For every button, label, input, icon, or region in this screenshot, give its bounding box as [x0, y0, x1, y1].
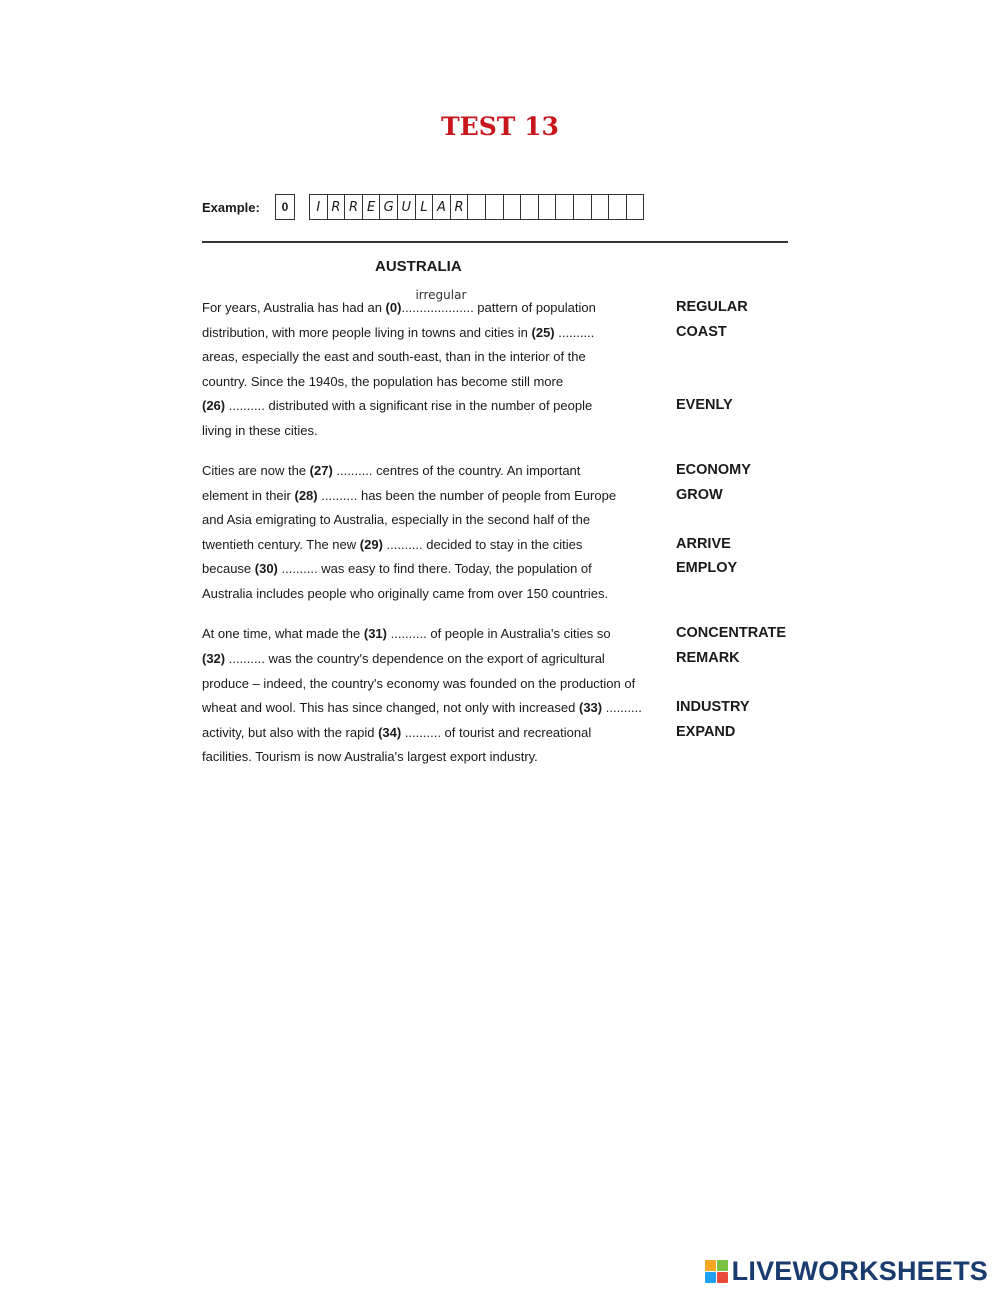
example-letter-boxes [309, 194, 644, 220]
answer-gap-25[interactable]: .......... [554, 325, 595, 340]
letter-box: R [451, 194, 469, 220]
text-line: and Asia emigrating to Australia, especially in the second half of the [202, 512, 591, 527]
text-line: produce – indeed, the country's economy was founded on the production of [202, 676, 636, 691]
answer-gap-31[interactable]: .......... of people in Australia's cities so [387, 626, 611, 641]
text-line: living in these cities. [202, 423, 318, 438]
gap-number: (28) [294, 488, 318, 503]
gap-number: (33) [579, 700, 603, 715]
text-line: activity, but also with the rapid (34) .......... of tourist and recreational [202, 725, 592, 740]
logo-square [705, 1272, 716, 1283]
text-line: because (30) .......... was easy to find there. Today, the population of [202, 561, 592, 576]
text-line: facilities. Tourism is now Australia's largest export industry. [202, 749, 538, 764]
text-line [202, 651, 605, 666]
text-line [202, 398, 592, 413]
section-heading: AUSTRALIA [375, 258, 462, 275]
keyword-economy: ECONOMY [676, 462, 751, 478]
keyword-employ: EMPLOY [676, 560, 738, 576]
gap-number: (32) [202, 651, 226, 666]
gap-number: (34) [378, 725, 402, 740]
logo-square [705, 1260, 716, 1271]
answer-gap-29[interactable]: .......... decided to stay in the cities [382, 537, 583, 552]
letter-box [592, 194, 610, 220]
answer-gap-30[interactable]: .......... was easy to find there. Today, the population of [277, 561, 592, 576]
keyword-expand: EXPAND [676, 724, 736, 740]
text-line: For years, Australia has had an (0)......... irregular ........... pattern of population [202, 288, 596, 315]
letter-box: R [345, 194, 363, 220]
logo-square [717, 1260, 728, 1271]
answer-gap-34[interactable]: .......... of tourist and recreational [401, 725, 592, 740]
letter-box [521, 194, 539, 220]
keyword-coast: COAST [676, 324, 727, 340]
gap-number: (31) [363, 626, 387, 641]
logo-square [717, 1272, 728, 1283]
gap-number: (0) [385, 300, 402, 315]
text-line: At one time, what made the (31) .......... of people in Australia's cities so [202, 626, 611, 641]
answer-gap-33[interactable]: .......... [602, 700, 642, 715]
text-line: distribution, with more people living in towns and cities in (25) .......... [202, 325, 595, 340]
text-line: wheat and wool. This has since changed, not only with increased (33) .......... [202, 700, 642, 715]
keyword-concentrate: CONCENTRATE [676, 625, 787, 641]
letter-box: R [328, 194, 346, 220]
text-line: twentieth century. The new (29) .......... decided to stay in the cities [202, 537, 583, 552]
text-line: areas, especially the east and south-east, than in the interior of the [202, 349, 586, 364]
letter-box [574, 194, 592, 220]
gap-number: (29) [359, 537, 383, 552]
letter-box: I [310, 194, 328, 220]
liveworksheets-logo [705, 1256, 988, 1287]
logo-icon [705, 1260, 728, 1283]
logo-text: LIVEWORKSHEETS [731, 1256, 988, 1286]
letter-box: A [433, 194, 451, 220]
keyword-regular: REGULAR [676, 299, 748, 315]
text-line: country. Since the 1940s, the population has become still more [202, 374, 564, 389]
divider [202, 241, 788, 243]
gap-number: (26) [202, 398, 226, 413]
letter-box [539, 194, 557, 220]
letter-box: L [416, 194, 434, 220]
example-row [202, 193, 644, 221]
answer-gap-32[interactable]: .......... was the country's dependence on the export of agricultural [225, 651, 605, 666]
keyword-evenly: EVENLY [676, 397, 733, 413]
example-label: Example: [202, 199, 260, 215]
example-answer-gap: ......... irregular [401, 288, 467, 315]
keyword-arrive: ARRIVE [676, 536, 731, 552]
gap-number: (25) [531, 325, 555, 340]
letter-box: E [363, 194, 381, 220]
letter-box [486, 194, 504, 220]
letter-box: U [398, 194, 416, 220]
text-line: element in their (28) .......... has been the number of people from Europe [202, 488, 617, 503]
keyword-remark: REMARK [676, 650, 740, 666]
letter-box [556, 194, 574, 220]
gap-number: (27) [309, 463, 333, 478]
example-number-box: 0 [275, 194, 295, 220]
text-line: Cities are now the (27) .......... centres of the country. An important [202, 463, 581, 478]
letter-box [627, 194, 645, 220]
handwritten-answer: irregular [415, 288, 467, 302]
page-title: TEST 13 [441, 112, 559, 141]
keyword-grow: GROW [676, 487, 723, 503]
gap-number: (30) [254, 561, 278, 576]
answer-gap-27[interactable]: .......... centres of the country. An important [332, 463, 581, 478]
answer-gap-26[interactable]: .......... distributed with a significant rise in the number of people [225, 398, 593, 413]
text-line: Australia includes people who originally came from over 150 countries. [202, 586, 609, 601]
letter-box [504, 194, 522, 220]
answer-gap-28[interactable]: .......... has been the number of people from Europe [317, 488, 617, 503]
letter-box [609, 194, 627, 220]
letter-box: G [380, 194, 398, 220]
letter-box [468, 194, 486, 220]
keyword-industry: INDUSTRY [676, 699, 750, 715]
